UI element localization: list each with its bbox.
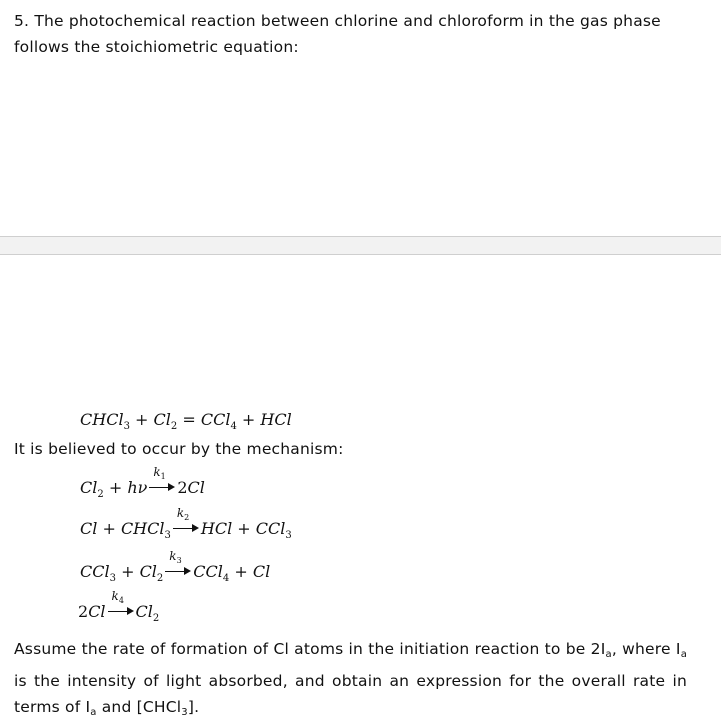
mechanism-step-4: 2Cl $k_4$ $Cl_2$ <box>78 589 160 624</box>
arrow-k3: $k_3$ <box>165 566 191 576</box>
intro-line-2: follows the stoichiometric equation: <box>14 38 299 56</box>
mechanism-step-1: $Cl_2 + h\nu$ $k_1$ 2Cl <box>80 465 205 500</box>
section-divider <box>0 236 721 255</box>
mechanism-step-2: Cl + CHCl$_3$ $k_2$ HCl + CCl$_3$ <box>80 506 292 541</box>
intro-line-1: 5. The photochemical reaction between chlorine and chloroform in the gas phase <box>14 12 661 30</box>
overall-equation: CHCl$_3$ + $Cl_2 = CCl_4$ + HCl <box>80 410 292 432</box>
assumption-paragraph: Assume the rate of formation of Cl atoms in the initiation reaction to be $2I_a$, where $I_a$ is the intensity of light absorbed, and obtain an expression for the overall rate in terms of $I_a$ and [CHCl$_3$]. <box>14 640 688 718</box>
problem-intro <box>14 8 687 60</box>
arrow-k4: $k_4$ <box>108 606 134 616</box>
mechanism-step-3: $CCl_3 + Cl_2$ $k_3$ CCl$_4$ + Cl <box>80 549 271 584</box>
arrow-k1: $k_1$ <box>149 482 175 492</box>
arrow-k2: $k_2$ <box>173 523 199 533</box>
mechanism-intro: It is believed to occur by the mechanism: <box>14 440 344 458</box>
